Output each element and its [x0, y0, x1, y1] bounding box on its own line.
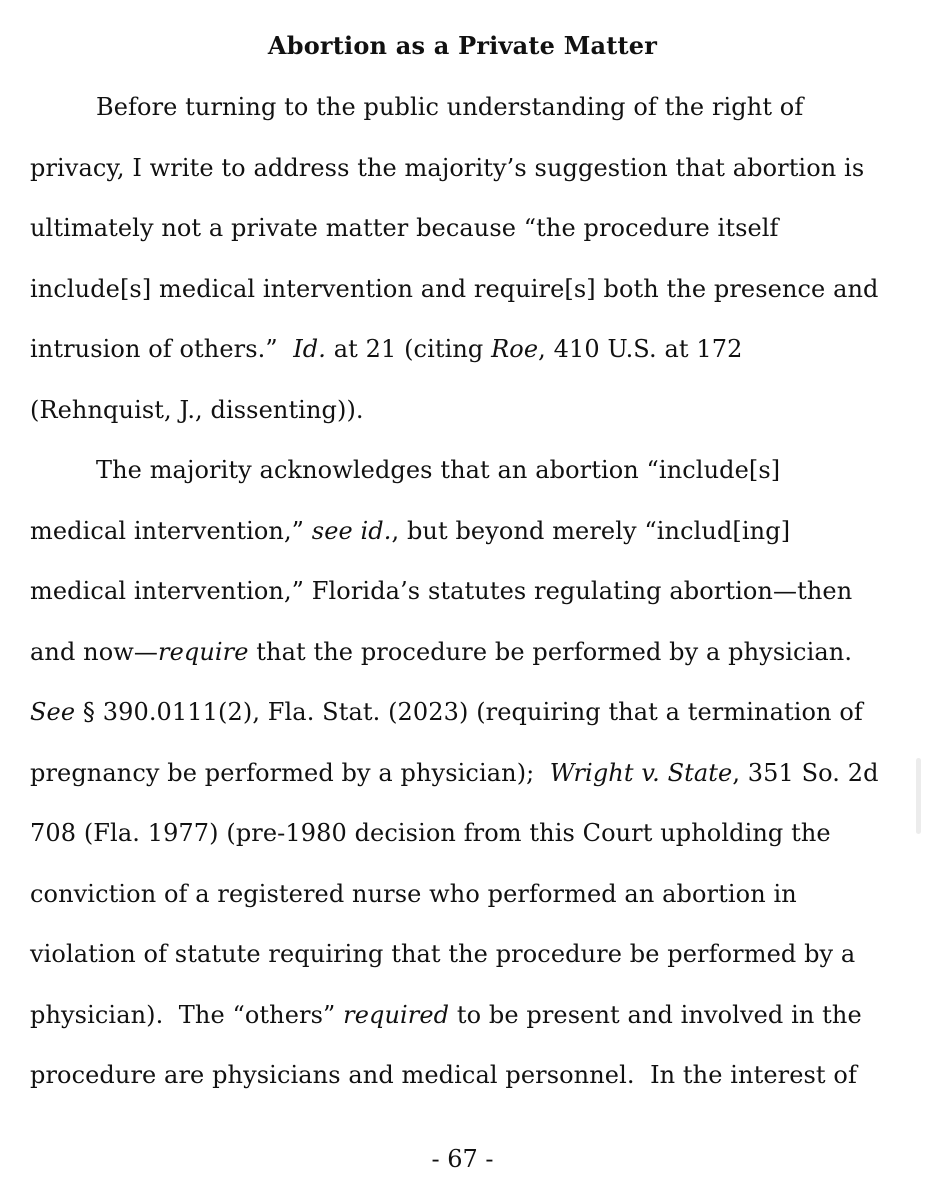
italic-text-segment: see id. [311, 516, 392, 545]
section-heading: Abortion as a Private Matter [267, 31, 658, 60]
text-line [30, 138, 900, 199]
text-segment: pregnancy be performed by a physician); [30, 758, 550, 787]
text-line [30, 259, 900, 320]
text-line [30, 319, 900, 380]
text-line [30, 743, 900, 804]
text-line [30, 440, 900, 501]
text-segment: privacy, I write to address the majority’s suggestion that abortion is [30, 153, 865, 182]
text-segment: violation of statute requiring that the procedure be performed by a [30, 940, 856, 968]
text-segment: intrusion of others.” [30, 335, 294, 363]
text-segment: ultimately not a private matter because “the procedure itself [30, 214, 779, 242]
italic-text-segment: See [30, 698, 76, 726]
text-segment: , 410 U.S. at 172 [538, 335, 743, 363]
text-segment: medical intervention,” Florida’s statutes regulating abortion—then [30, 577, 853, 605]
text-segment: , 351 So. 2d [732, 758, 879, 787]
text-segment: medical intervention,” [30, 516, 312, 545]
text-line [30, 924, 900, 985]
text-segment: procedure are physicians and medical personnel. In the interest of [30, 1061, 857, 1089]
italic-text-segment: require [158, 637, 249, 666]
italic-text-segment: Roe [491, 335, 539, 363]
text-line [30, 864, 900, 925]
text-segment: and now— [30, 637, 159, 666]
text-segment: include[s] medical intervention and require[s] both the presence and [30, 274, 879, 303]
italic-text-segment: Wright v. State [549, 758, 733, 787]
scrollbar-thumb[interactable] [916, 758, 921, 834]
text-segment: Before turning to the public understanding of the right of [96, 93, 804, 121]
italic-text-segment: Id. [293, 335, 326, 363]
text-segment: at 21 (citing [325, 335, 492, 363]
text-line [30, 198, 900, 259]
text-line [30, 682, 900, 743]
page-number: - 67 - [431, 1145, 494, 1173]
text-segment: conviction of a registered nurse who performed an abortion in [30, 879, 797, 908]
text-line [30, 1045, 900, 1106]
text-segment: (Rehnquist, J., dissenting)). [30, 395, 364, 424]
text-line [30, 803, 900, 864]
text-segment: that the procedure be performed by a physician. [248, 637, 853, 666]
text-segment: The majority acknowledges that an abortion “include[s] [96, 456, 781, 484]
text-segment: § 390.0111(2), Fla. Stat. (2023) (requiring that a termination of [75, 698, 863, 726]
body-text [30, 77, 900, 1106]
italic-text-segment: required [343, 1000, 450, 1029]
text-line [30, 501, 900, 562]
text-segment: to be present and involved in the [449, 1000, 862, 1029]
text-line [30, 985, 900, 1046]
text-segment: , but beyond merely “includ[ing] [391, 516, 791, 545]
text-line [30, 77, 900, 138]
text-segment: 708 (Fla. 1977) (pre-1980 decision from this Court upholding the [30, 819, 831, 847]
text-segment: physician). The “others” [30, 1000, 344, 1029]
text-line [30, 561, 900, 622]
text-line [30, 380, 900, 441]
text-line [30, 622, 900, 683]
